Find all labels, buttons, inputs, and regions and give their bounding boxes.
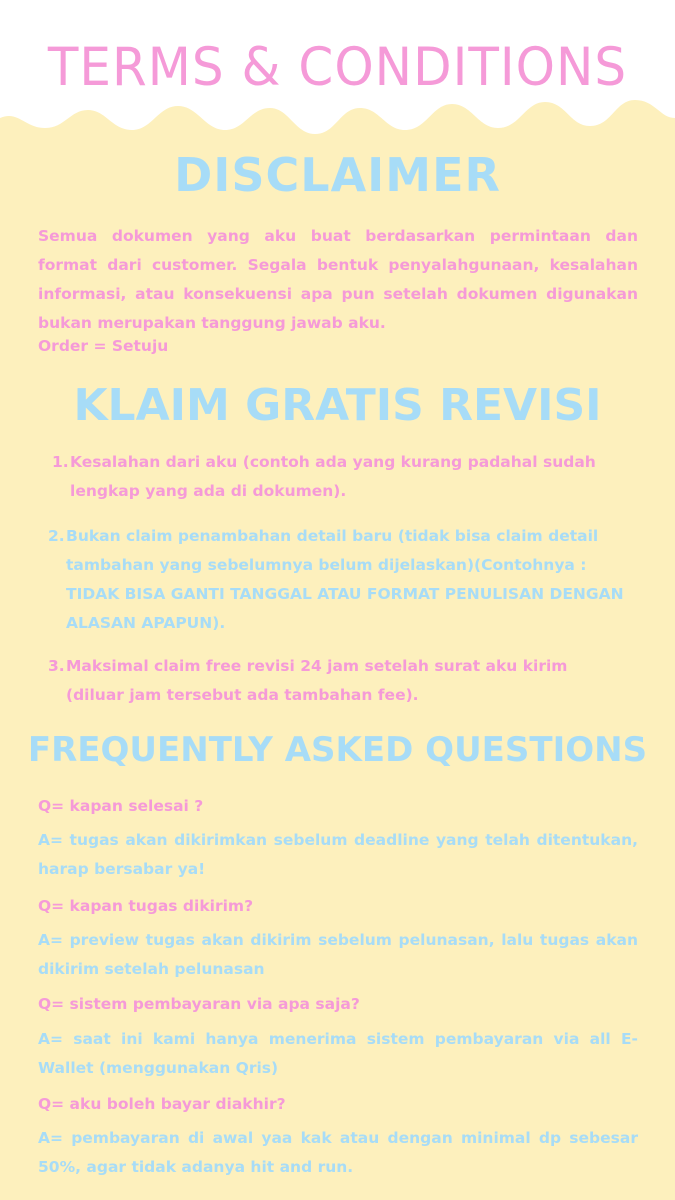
faq-question: Q= aku boleh bayar diakhir? — [38, 1095, 286, 1113]
faq-answer: A= saat ini kami hanya menerima sistem pembayaran via all E-Wallet (menggunakan Qris) — [38, 1030, 638, 1077]
disclaimer-text: Semua dokumen yang aku buat berdasarkan permintaan dan format dari customer. Segala bentuk penyalahgunaan, kesalahan informasi, atau konsekuensi apa pun setelah dokumen digunakan bukan merupakan tanggung jawab aku. — [38, 227, 638, 332]
order-note: Order = Setuju — [38, 337, 169, 355]
faq-question: Q= kapan selesai ? — [38, 797, 204, 815]
faq-question: Q= kapan tugas dikirim? — [38, 897, 254, 915]
faq-answer: A= tugas akan dikirimkan sebelum deadline yang telah ditentukan, harap bersabar ya! — [38, 831, 638, 878]
klaim-heading: KLAIM GRATIS REVISI — [73, 380, 602, 431]
list-number: 2. — [48, 527, 65, 545]
faq-heading: FREQUENTLY ASKED QUESTIONS — [27, 730, 648, 770]
list-item — [48, 522, 628, 638]
list-item — [52, 448, 632, 506]
list-text: Maksimal claim free revisi 24 jam setelah surat aku kirim (diluar jam tersebut ada tambahan fee). — [66, 657, 568, 704]
disclaimer-heading: DISCLAIMER — [174, 148, 501, 202]
list-item — [48, 652, 628, 710]
page-title: TERMS & CONDITIONS — [47, 36, 628, 98]
list-number: 3. — [48, 657, 65, 675]
faq-question: Q= sistem pembayaran via apa saja? — [38, 995, 360, 1013]
header-banner — [0, 0, 675, 150]
list-number: 1. — [52, 453, 69, 471]
faq-answer: A= pembayaran di awal yaa kak atau dengan minimal dp sebesar 50%, agar tidak adanya hit and run. — [38, 1129, 638, 1176]
list-text: Bukan claim penambahan detail baru (tidak bisa claim detail tambahan yang sebelumnya belum dijelaskan)(Contohnya : TIDAK BISA GANTI TANGGAL ATAU FORMAT PENULISAN DENGAN ALASAN APAPUN). — [66, 527, 624, 632]
faq-answer: A= preview tugas akan dikirim sebelum pelunasan, lalu tugas akan dikirim setelah pelunasan — [38, 931, 638, 978]
list-text: Kesalahan dari aku (contoh ada yang kurang padahal sudah lengkap yang ada di dokumen). — [70, 453, 596, 500]
